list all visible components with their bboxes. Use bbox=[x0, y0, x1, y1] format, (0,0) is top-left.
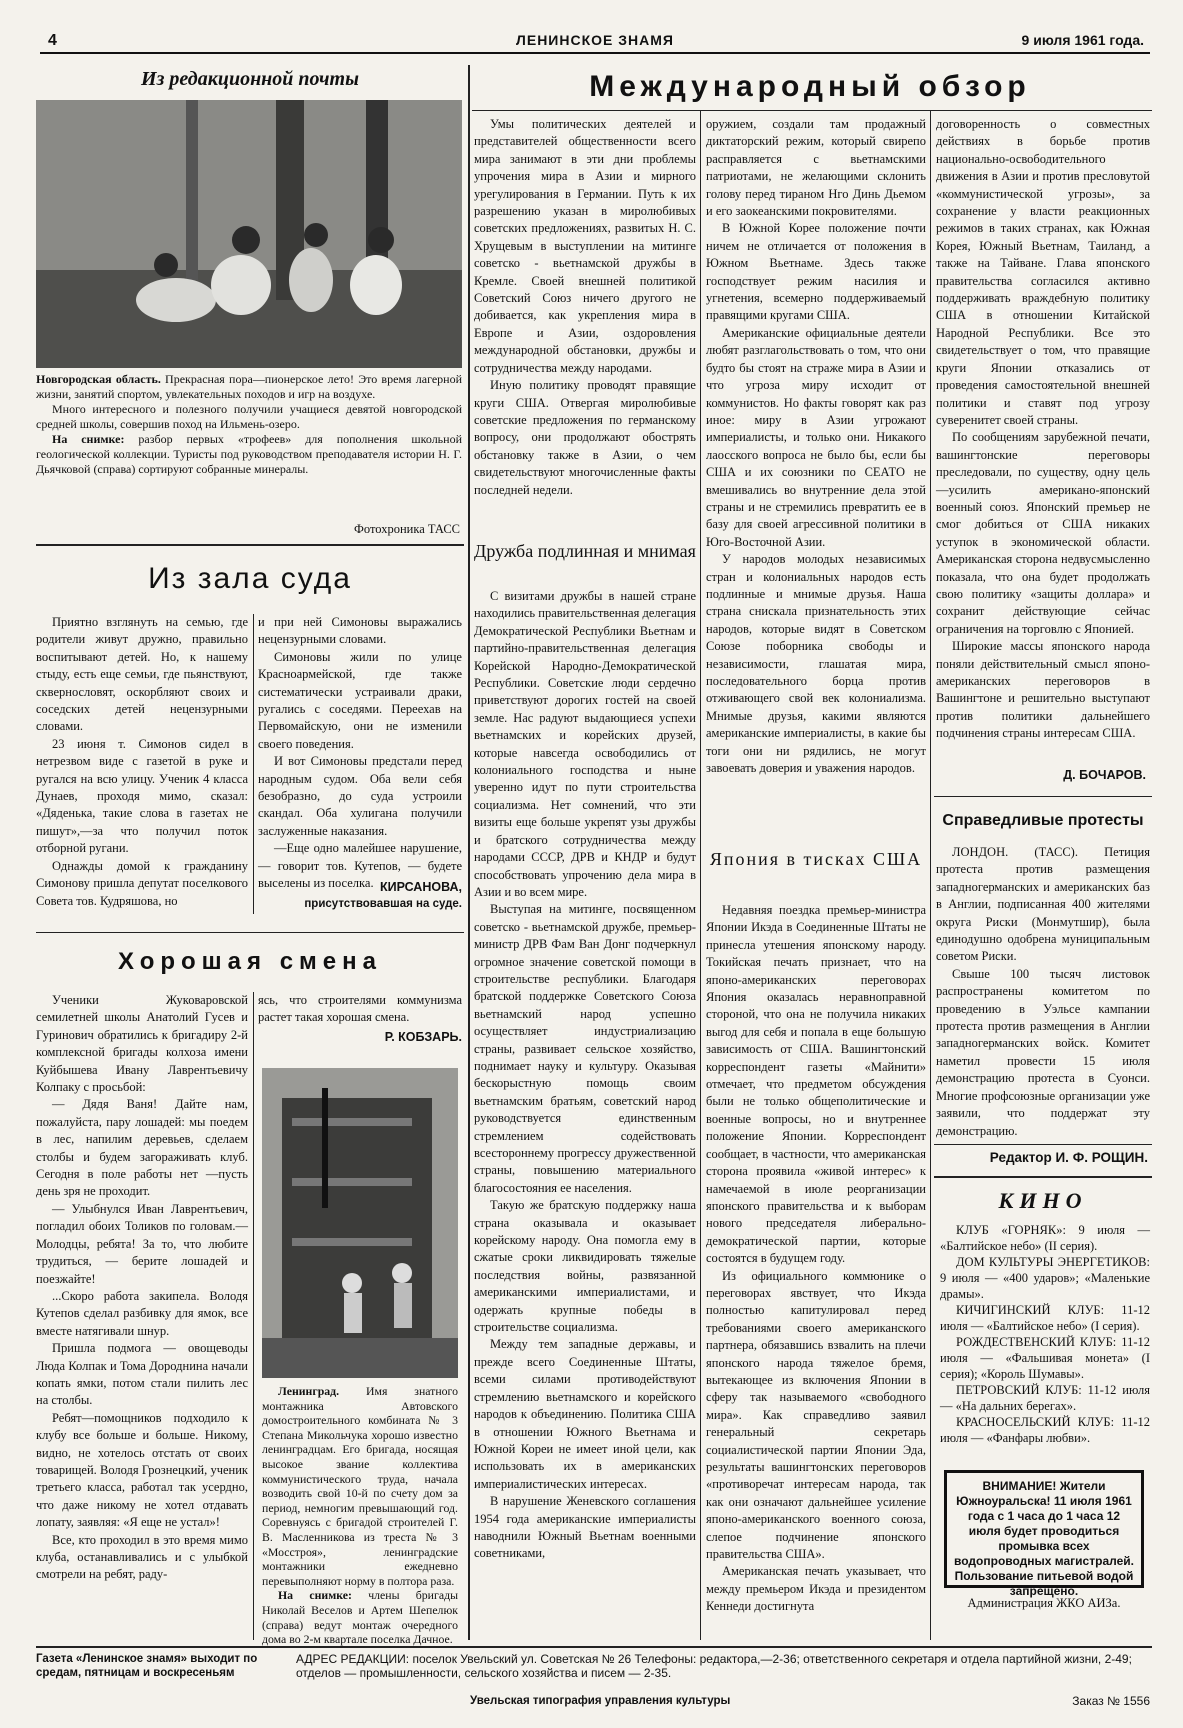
section-divider bbox=[934, 1176, 1152, 1178]
paragraph: оружием, создали там продажный диктаторский режим, который свирепо расправляется с вьетнамскими патриотами, не желающими склонить голову перед тираном Нго Динь Дьемом и его заокеанскими покровителями. bbox=[706, 117, 926, 219]
japan-subheading: Япония в тисках США bbox=[709, 849, 923, 869]
column-divider bbox=[253, 614, 254, 914]
column-divider bbox=[468, 65, 470, 1640]
paragraph: Иную политику проводят правящие круги США. Отвергая миролюбивые советские предложения по германскому вопросу, они продолжают обострять обстановку также в Азии, о чем свидетельствуют многочисленные факты последней недели. bbox=[474, 378, 696, 497]
protests-column bbox=[936, 844, 1150, 1140]
shift-column-2 bbox=[258, 992, 462, 1028]
paragraph: Между тем западные державы, и прежде всего Соединенные Штаты, всеми силами противодействуют стремлению вьетнамского и корейского народов к объединению. Политика США в отношении Южного Вьетнама и Южной Кореи не имеет иной цели, как использовать их в американских империалистических интересах. bbox=[474, 1337, 696, 1491]
international-review-heading: Международный обзор bbox=[589, 70, 1031, 103]
paragraph: По сообщениям зарубежной печати, вашингтонские переговоры преследовали, по существу, одну цель —усилить американо-японский военный союз. Японский премьер не смог добиться от США никаких уступок в экономической области. Американская сторона недвусмысленно показала, что она будет продолжать свою политику «защиты доллара» и сохранит действующие сейчас ограничения на торговлю с Японией. bbox=[936, 430, 1150, 636]
section-divider bbox=[36, 932, 464, 933]
cinema-listing bbox=[940, 1222, 1150, 1446]
page-number: 4 bbox=[48, 32, 57, 49]
caption-text: Много интересного и полезного получили учащиеся девятой новгородской средней школы, совершив поход на Ильмень-озеро. bbox=[36, 402, 462, 431]
publication-schedule: Газета «Ленинское знамя» выходит по средам, пятницам и воскресеньям bbox=[36, 1653, 258, 1679]
caption-text: члены бригады Николай Веселов и Артем Шепелюк (справа) ведут монтаж очередного дома во 2-м квартале поселка Дачное. bbox=[262, 1588, 458, 1647]
international-column-3 bbox=[936, 116, 1150, 766]
caption-place: Новгородская область. bbox=[36, 372, 161, 386]
court-signature: КИРСАНОВА, bbox=[379, 880, 462, 894]
cinema-item: КРАСНОСЕЛЬСКИЙ КЛУБ: 11-12 июля — «Фанфары любви». bbox=[940, 1415, 1150, 1445]
caption-label: На снимке: bbox=[278, 1588, 352, 1603]
international-signature: Д. БОЧАРОВ. bbox=[1063, 768, 1146, 782]
paragraph: Ученики Жуковаровской семилетней школы Анатолий Гусев и Гуринович обратились к бригадиру 2-й комплексной бригады колхоза имени Куйбышева Ивану Лаврентьевичу Колпаку с просьбой: bbox=[36, 993, 248, 1095]
pioneer-camp-photo bbox=[36, 100, 462, 368]
column-divider bbox=[253, 992, 254, 1640]
international-column-1b bbox=[474, 588, 696, 1640]
court-column-1 bbox=[36, 614, 248, 924]
paragraph: 23 июня т. Симонов сидел в нетрезвом виде с газетой в руке и ругался на всю улицу. Ученик 4 класса Дунаев, проходя мимо, сказал: «Дяденька, такие слова в газетах не пишут»,—за что получил поток отборной ругани. bbox=[36, 736, 248, 856]
paragraph: Умы политических деятелей и представителей общественности всего мира занимают в эти дни проблемы упрочения мира в Азии и мирного урегулирования в Германии. Путь к их разрешению указан в миролюбивых советских предложениях, развитых Н. С. Хрущевым в выступлении на митинге советско - вьетнамской дружбы в Кремле. Своей внешней политикой Советский Союз ничего другого не добивается, как укрепления мира в Европе и Азии, оздоровления международной обстановки, дружбы и сотрудничества между народами. bbox=[474, 117, 696, 375]
pioneer-camp-caption bbox=[36, 372, 462, 477]
paragraph: Американские официальные деятели любят разглагольствовать о том, что они будто бы стоят на страже мира в Азии и что угроза миру исходит от коммунистов. Но факты говорят как раз иное: миру в Азии угрожают империалисты, и только они. Никакого лаосского вопроса не было бы, если бы США и их союзники по СЕАТО не вмешивались во внутренние дела этой страны и не стремились превратить ее в базу для своей агрессивной политики в Юго-Восточной Азии. bbox=[706, 325, 926, 549]
paragraph: — Дядя Ваня! Дайте нам, пожалуйста, пару лошадей: мы поедем в лес, напилим деревьев, сделаем столбы и будем загораживать клуб. Сегодня в поле работы нет —пусть день зря не проходит. bbox=[36, 1097, 248, 1199]
court-heading: Из зала суда bbox=[148, 562, 352, 595]
editorial-mail-heading: Из редакционной почты bbox=[141, 68, 359, 90]
paragraph: Симоновы жили по улице Красноармейской, где также систематически устраивали драки, ругались с соседями. Переехав на Первомайскую, они не изменили своего поведения. bbox=[258, 649, 462, 751]
paragraph: Широкие массы японского народа поняли действительный смысл японо-американских переговоров в Вашингтоне и решительно выступают против политики дальнейшего подчинения страны интересам США. bbox=[936, 639, 1150, 741]
paragraph: Ребят—помощников подходило к клубу все больше и больше. Никому, видно, не хотелось отстать от своих товарищей. Володя Грознецкий, ученик третьего класса, работал так усердно, что даже никому не хотел отдавать лопату, заявляя: «Я еще не устал»! bbox=[36, 1410, 248, 1530]
protests-heading: Справедливые протесты bbox=[942, 812, 1144, 829]
paragraph: и при ней Симоновы выражались нецензурными словами. bbox=[258, 615, 462, 647]
paragraph: Свыше 100 тысяч листовок распространены комитетом по проведению в Уэльсе кампании протеста против размещения в Англии западногерманских войск. Комитет наметил провести 15 июля демонстрацию протеста в Суонси. Многие профсоюзные организации уже заявили, что поддержат эту демонстрацию. bbox=[936, 966, 1150, 1138]
shift-column-1 bbox=[36, 992, 248, 1640]
section-divider bbox=[472, 110, 1152, 111]
paragraph: Из официального коммюнике о переговорах явствует, что Икэда полностью капитулировал перед требованиями своего американского партнера, обязавшись взвалить на плечи японского народа тяжелое бремя, вытекающее из включения Японии в сферу так называемого «свободного мира». Как справедливо заявил генеральный секретарь социалистической партии Японии Эда, результаты вашингтонских переговоров «противоречат интересам народа, так как они означают дальнейшее усиление японо-американского военного союза, слепое подчинение японского правительства США». bbox=[706, 1268, 926, 1562]
paragraph: Американская печать указывает, что между премьером Икэда и президентом Кеннеди достигнута bbox=[706, 1564, 926, 1614]
notice-signature: Администрация ЖКО АИЗа. bbox=[967, 1596, 1121, 1610]
water-notice bbox=[944, 1470, 1144, 1598]
cinema-item: КЛУБ «ГОРНЯК»: 9 июля — «Балтийское небо» (II серия). bbox=[940, 1223, 1150, 1253]
paragraph: — Улыбнулся Иван Лаврентьевич, погладил обоих Толиков по головам.—Молодцы, ребята! За то, что любите трудиться, — берите лошадей и поезжайте! bbox=[36, 1201, 248, 1286]
cinema-item: РОЖДЕСТВЕНСКИЙ КЛУБ: 11-12 июля — «Фальшивая монета» (I серия); «Король Шумавы». bbox=[940, 1335, 1150, 1381]
paragraph: ЛОНДОН. (ТАСС). Петиция протеста против размещения западногерманских и американских баз в Англии, подписанная 400 жителями округа Риски (Монмутшир), была единодушно одобрена муниципальным советом Риски. bbox=[936, 845, 1150, 964]
issue-date: 9 июля 1961 года. bbox=[1021, 32, 1144, 48]
notice-text: ВНИМАНИЕ! Жители Южноуральска! 11 июля 1961 года с 1 часа до 1 часа 12 июля будет проводиться промывка всех водопроводных магистралей. Пользование питьевой водой запрещено. bbox=[954, 1479, 1134, 1598]
footer-divider bbox=[36, 1646, 1152, 1648]
leningrad-caption bbox=[262, 1384, 458, 1647]
order-number: Заказ № 1556 bbox=[1072, 1694, 1150, 1708]
printer-info: Увельская типография управления культуры bbox=[470, 1695, 731, 1707]
friendship-subheading: Дружба подлинная и мнимая bbox=[474, 541, 696, 561]
shift-signature: Р. КОБЗАРЬ. bbox=[384, 1030, 462, 1044]
masthead bbox=[40, 30, 1150, 54]
caption-place: Ленинград. bbox=[278, 1384, 340, 1398]
paragraph: В Южной Корее положение почти ничем не отличается от положения в Южном Вьетнаме. Здесь также господствует режим насилия и угнетения, всемерно поддерживаемый правящими кругами США. bbox=[706, 221, 926, 323]
caption-text: Имя знатного монтажника Автовского домостроительного комбината № 3 Степана Микольчука хорошо известно ленинградцам. Его бригада, носящая высокое звание коллектива коммунистического труда, начала возводить свой 10-й по счету дом за период, немногим превышающий год. Соревнуясь с бригадой строителей Г. В. Масленникова из треста № 3 «Мосстроя», ленинградские монтажники ежедневно перевыполняют норму в полтора раза. bbox=[262, 1384, 458, 1588]
court-signature-note: присутствовавшая на суде. bbox=[304, 898, 462, 910]
paragraph: —Еще одно малейшее нарушение, — говорит тов. Кутепов, — будете выселены из поселка. bbox=[258, 841, 462, 891]
column-divider bbox=[700, 110, 701, 1640]
photo-credit: Фотохроника ТАСС bbox=[354, 522, 460, 536]
paragraph: договоренность о совместных действиях в борьбе против национально-освободительного движения в Азии и против пресловутой «коммунистической угрозы», за сохранение у власти реакционных режимов в таких странах, как Южная Корея, Южный Вьетнам, Таиланд, а также на Тайване. Глава японского правительства согласился активно поддерживать враждебную политику США в отношении Китайской Народной Республики. Все это свидетельствует о том, что правящие круги Японии отказались от проведения самостоятельной внешней политики и ставят под угрозу суверенитет своей страны. bbox=[936, 117, 1150, 427]
paragraph: С визитами дружбы в нашей стране находились правительственная делегация Демократической Республики Вьетнам и партийно-правительственная делегация Корейской Народно-Демократической Республики. Советские люди сердечно приветствуют дорогих гостей на своей земле. Нас радуют выдающиеся успехи вьетнамских и корейских друзей, которые навсегда освободились от колониального господства и ныне уверенно идут по пути строительства социализма. Нет сомнений, что эти визиты еще больше укрепят узы дружбы и братского сотрудничества между народами СССР, ДРВ и КНДР и будут способствовать упрочению дела мира в Азии и во всем мире. bbox=[474, 589, 696, 899]
paragraph: У народов молодых независимых стран и колониальных народов есть подлинные и мнимые друзья. Наша страна снискала признательность этих народов, которые видят в Советском Союзе поборника свободы и независимости, глашатая мира, последовательного борца против отживающего свой век колониализма. Мнимые друзья, какими являются американские империалисты, в какие бы тоги они ни рядились, не могут завоевать доверия и уважения народов. bbox=[706, 552, 926, 776]
paragraph: Недавняя поездка премьер-министра Японии Икэда в Соединенные Штаты не принесла утешения японскому народу. Токийская печать признает, что на японо-американских переговорах Япония оказалась неравноправной стороной, что она не получила никаких выгод для себя и попала в еще большую зависимость от США. Вашингтонский корреспондент газеты «Майнити» отмечает, что предметом обсуждения были не только общеполитические и военные вопросы, но и внутреннее положение Японии. Корреспондент сообщает, в частности, что американская сторона проявила «живой интерес» к намечаемой в июле реорганизации японского правительства и к выборам нового председателя либерально-демократической партии, которые состоятся в будущем году. bbox=[706, 903, 926, 1266]
paragraph: Приятно взглянуть на семью, где родители живут дружно, правильно воспитывают детей. Но, к нашему стыду, есть еще семьи, где пьянствуют, сквернословят, оскорбляют своих и соседских детей нецензурными словами. bbox=[36, 615, 248, 734]
caption-label: На снимке: bbox=[52, 432, 125, 446]
section-divider bbox=[934, 1144, 1152, 1145]
section-divider bbox=[36, 544, 464, 546]
paragraph: Выступая на митинге, посвященном советско - вьетнамской дружбе, премьер-министр ДРВ Фам Ван Донг подчеркнул огромное значение советской помощи в строительстве республики. Благодаря братской поддержке Советского Союза вьетнамский народ успешно осуществляет индустриализацию страны, развивает сельское хозяйство, поднимает науку и культуру. Оказывая бескорыстную помощь своим вьетнамским братьям, советский народ руководствуется единственным стремлением содействовать всестороннему прогрессу дружественной страны, повышению материального благосостояния ее населения. bbox=[474, 902, 696, 1195]
shift-heading: Хорошая смена bbox=[118, 948, 382, 975]
caption-text: Прекрасная пора—пионерское лето! Это время лагерной жизни, занятий спортом, увлекательных походов и игр на воздухе. bbox=[36, 372, 463, 401]
section-divider bbox=[934, 796, 1152, 797]
paragraph: В нарушение Женевского соглашения 1954 года американские империалисты наводнили Южный Вьетнам военными советниками, bbox=[474, 1494, 696, 1561]
paragraph: ясь, что строителями коммунизма растет такая хорошая смена. bbox=[258, 993, 462, 1025]
cinema-item: КИЧИГИНСКИЙ КЛУБ: 11-12 июля — «Балтийское небо» (I серия). bbox=[940, 1303, 1150, 1333]
newspaper-title: ЛЕНИНСКОЕ ЗНАМЯ bbox=[516, 32, 674, 48]
cinema-item: ДОМ КУЛЬТУРЫ ЭНЕРГЕТИКОВ: 9 июля — «400 ударов»; «Маленькие драмы». bbox=[940, 1255, 1150, 1301]
paragraph: Все, кто проходил в это время мимо клуба, останавливались и с улыбкой смотрели на ребят, раду- bbox=[36, 1532, 248, 1582]
cinema-item: ПЕТРОВСКИЙ КЛУБ: 11-12 июля — «На дальних берегах». bbox=[940, 1383, 1150, 1413]
paragraph: Такую же братскую поддержку наша страна оказывала и оказывает корейскому народу. Она помогла ему в сжатые сроки ликвидировать тяжелые последствия войны, развязанной американскими империалистами, и одержать крупные победы в строительстве социализма. bbox=[474, 1198, 696, 1335]
paragraph: ...Скоро работа закипела. Володя Кутепов сделал разбивку для ямок, все вместе натягивали шнур. bbox=[36, 1288, 248, 1338]
international-column-2b bbox=[706, 902, 926, 1640]
editorial-address: АДРЕС РЕДАКЦИИ: поселок Увельский ул. Советская № 26 Телефоны: редактора,—2-36; ответственного секретаря и отдела партийной жизни, 2-49; отделов — промышленности, сельского хозяйства и писем — 2-35. bbox=[296, 1652, 1132, 1680]
editor-signature: Редактор И. Ф. РОЩИН. bbox=[989, 1150, 1148, 1165]
paragraph: Пришла подмога — овощеводы Люда Колпак и Тома Дороднина начали копать ямки, потом стали пилить лес на столбы. bbox=[36, 1341, 248, 1408]
column-divider bbox=[930, 110, 931, 1640]
paragraph: И вот Симоновы предстали перед народным судом. Оба вели себя безобразно, до суда устроили скандал. Оба хулигана получили заслуженные наказания. bbox=[258, 754, 462, 838]
leningrad-construction-photo bbox=[262, 1068, 458, 1378]
paragraph: Однажды домой к гражданину Симонову пришла депутат поселкового Совета тов. Кудряшова, но bbox=[36, 858, 248, 908]
caption-text: разбор первых «трофеев» для пополнения школьной геологической коллекции. Туристы под руководством преподавателя истории Н. Г. Дьячковой (справа) сортируют собранные минералы. bbox=[36, 432, 462, 476]
international-column-2 bbox=[706, 116, 926, 840]
cinema-heading: КИНО bbox=[998, 1188, 1088, 1213]
international-column-1 bbox=[474, 116, 696, 546]
